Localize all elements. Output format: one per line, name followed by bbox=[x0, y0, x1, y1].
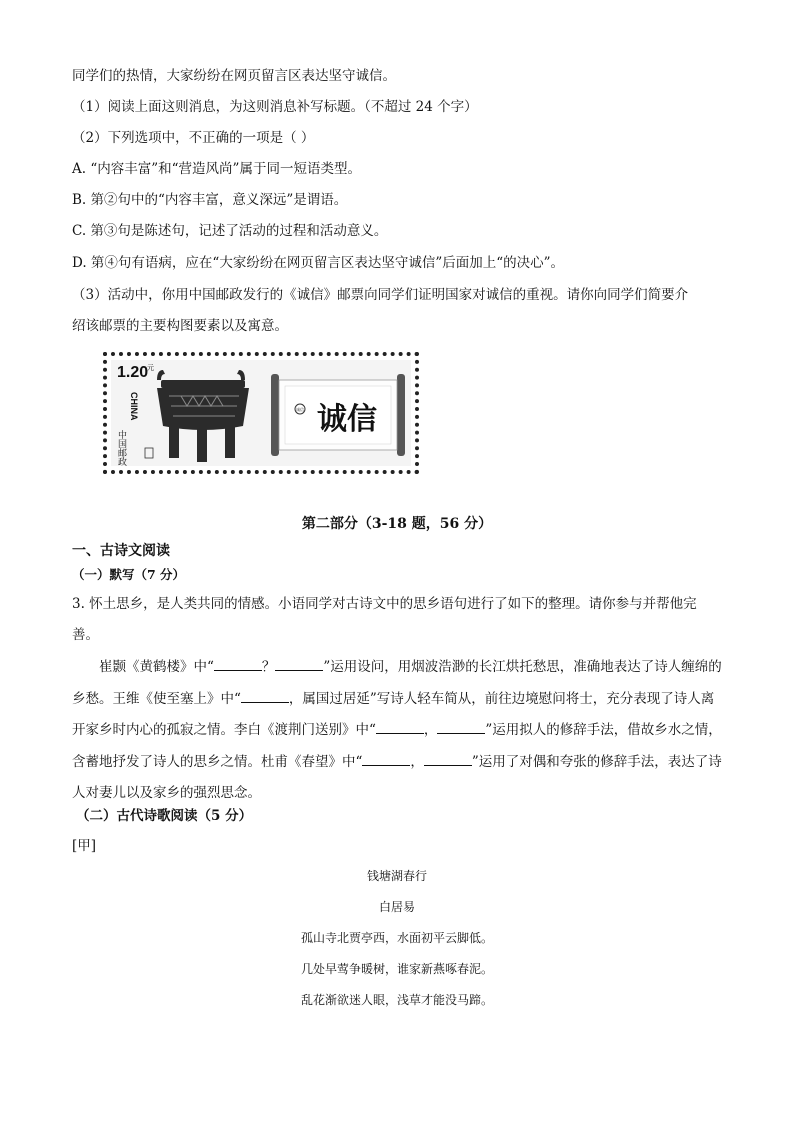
subsection-title-1: （一）默写（7 分） bbox=[72, 567, 186, 582]
question-3-line-1: （3）活动中，你用中国邮政发行的《诚信》邮票向同学们证明国家对诚信的重视。请你向同学们简要介 bbox=[72, 287, 689, 303]
poem-author: 白居易 bbox=[378, 900, 415, 914]
text-marker-jia: [甲] bbox=[72, 838, 97, 854]
stamp-value-unit: 元 bbox=[147, 365, 154, 372]
section-title-1: 一、古诗文阅读 bbox=[72, 543, 170, 559]
part-2-title: 第二部分（3-18 题，56 分） bbox=[301, 516, 493, 532]
poem-title: 钱塘湖春行 bbox=[366, 869, 427, 883]
stamp-country-en: CHINA bbox=[129, 392, 139, 421]
answer-blank-2[interactable] bbox=[275, 656, 323, 671]
question-3-intro-line-1: 3. 怀土思乡，是人类共同的情感。小语同学对古诗文中的思乡语句进行了如下的整理。请你参与并帮他完 bbox=[72, 596, 697, 612]
answer-blank-6[interactable] bbox=[362, 751, 410, 766]
option-a: A. “内容丰富”和“营造风尚”属于同一短语类型。 bbox=[72, 161, 361, 177]
poem-line: 几处早莺争暖树，谁家新燕啄春泥。 bbox=[300, 962, 493, 976]
small-seal-mark bbox=[145, 448, 153, 458]
question-1: （1）阅读上面这则消息，为这则消息补写标题。（不超过 24 个字） bbox=[72, 99, 478, 115]
poem-line: 孤山寺北贾亭西，水面初平云脚低。 bbox=[300, 931, 493, 945]
option-d: D. 第④句有语病，应在“大家纷纷在网页留言区表达坚守诚信”后面加上“的决心”。 bbox=[72, 255, 565, 271]
question-3-intro-line-2: 善。 bbox=[72, 627, 99, 643]
stamp-country-cn: 中国邮政 bbox=[116, 430, 126, 466]
poem-line: 乱花渐欲迷人眼，浅草才能没马蹄。 bbox=[300, 993, 493, 1007]
option-c: C. 第③句是陈述句，记述了活动的过程和活动意义。 bbox=[72, 223, 388, 239]
stamp-image bbox=[103, 352, 419, 474]
question-3-line-2: 绍该邮票的主要构图要素以及寓意。 bbox=[72, 318, 288, 334]
answer-blank-5[interactable] bbox=[437, 719, 485, 734]
fill-in-paragraph: 崔颢《黄鹤楼》中“ ？ ”运用设问，用烟波浩渺的长江烘托愁思，准确地表达了诗人缠绵的乡愁。王维《使至塞上》中“ ，属国过居延”写诗人轻车简从，前往边境慰问将士，充分表现了诗人离开家乡时内心的孤寂之情。李白《渡荆门送别》中“ ， ”运用拟人的修辞手法，借故乡水之情，含蓄地抒发了诗人的思乡之情。杜甫《春望》中“ ， ”运用了对偶和夸张的修辞手法，表达了诗人对妻儿以及家乡的强烈思念。 bbox=[72, 652, 722, 810]
answer-blank-4[interactable] bbox=[376, 719, 424, 734]
answer-blank-3[interactable] bbox=[241, 688, 289, 703]
seal-text: 诚信 bbox=[296, 407, 304, 412]
stamp-value: 1.20 bbox=[117, 364, 149, 381]
option-b: B. 第②句中的“内容丰富，意义深远”是谓语。 bbox=[72, 192, 348, 208]
ding-vessel-icon bbox=[157, 370, 249, 462]
answer-blank-1[interactable] bbox=[214, 656, 262, 671]
question-2: （2）下列选项中，不正确的一项是（ ） bbox=[72, 130, 315, 146]
answer-blank-7[interactable] bbox=[424, 751, 472, 766]
intro-text-line: 同学们的热情，大家纷纷在网页留言区表达坚守诚信。 bbox=[72, 68, 396, 84]
stamp-artwork bbox=[111, 360, 411, 466]
scroll-calligraphy: 诚信 bbox=[317, 402, 377, 437]
subsection-title-2: （二）古代诗歌阅读（5 分） bbox=[76, 808, 253, 824]
